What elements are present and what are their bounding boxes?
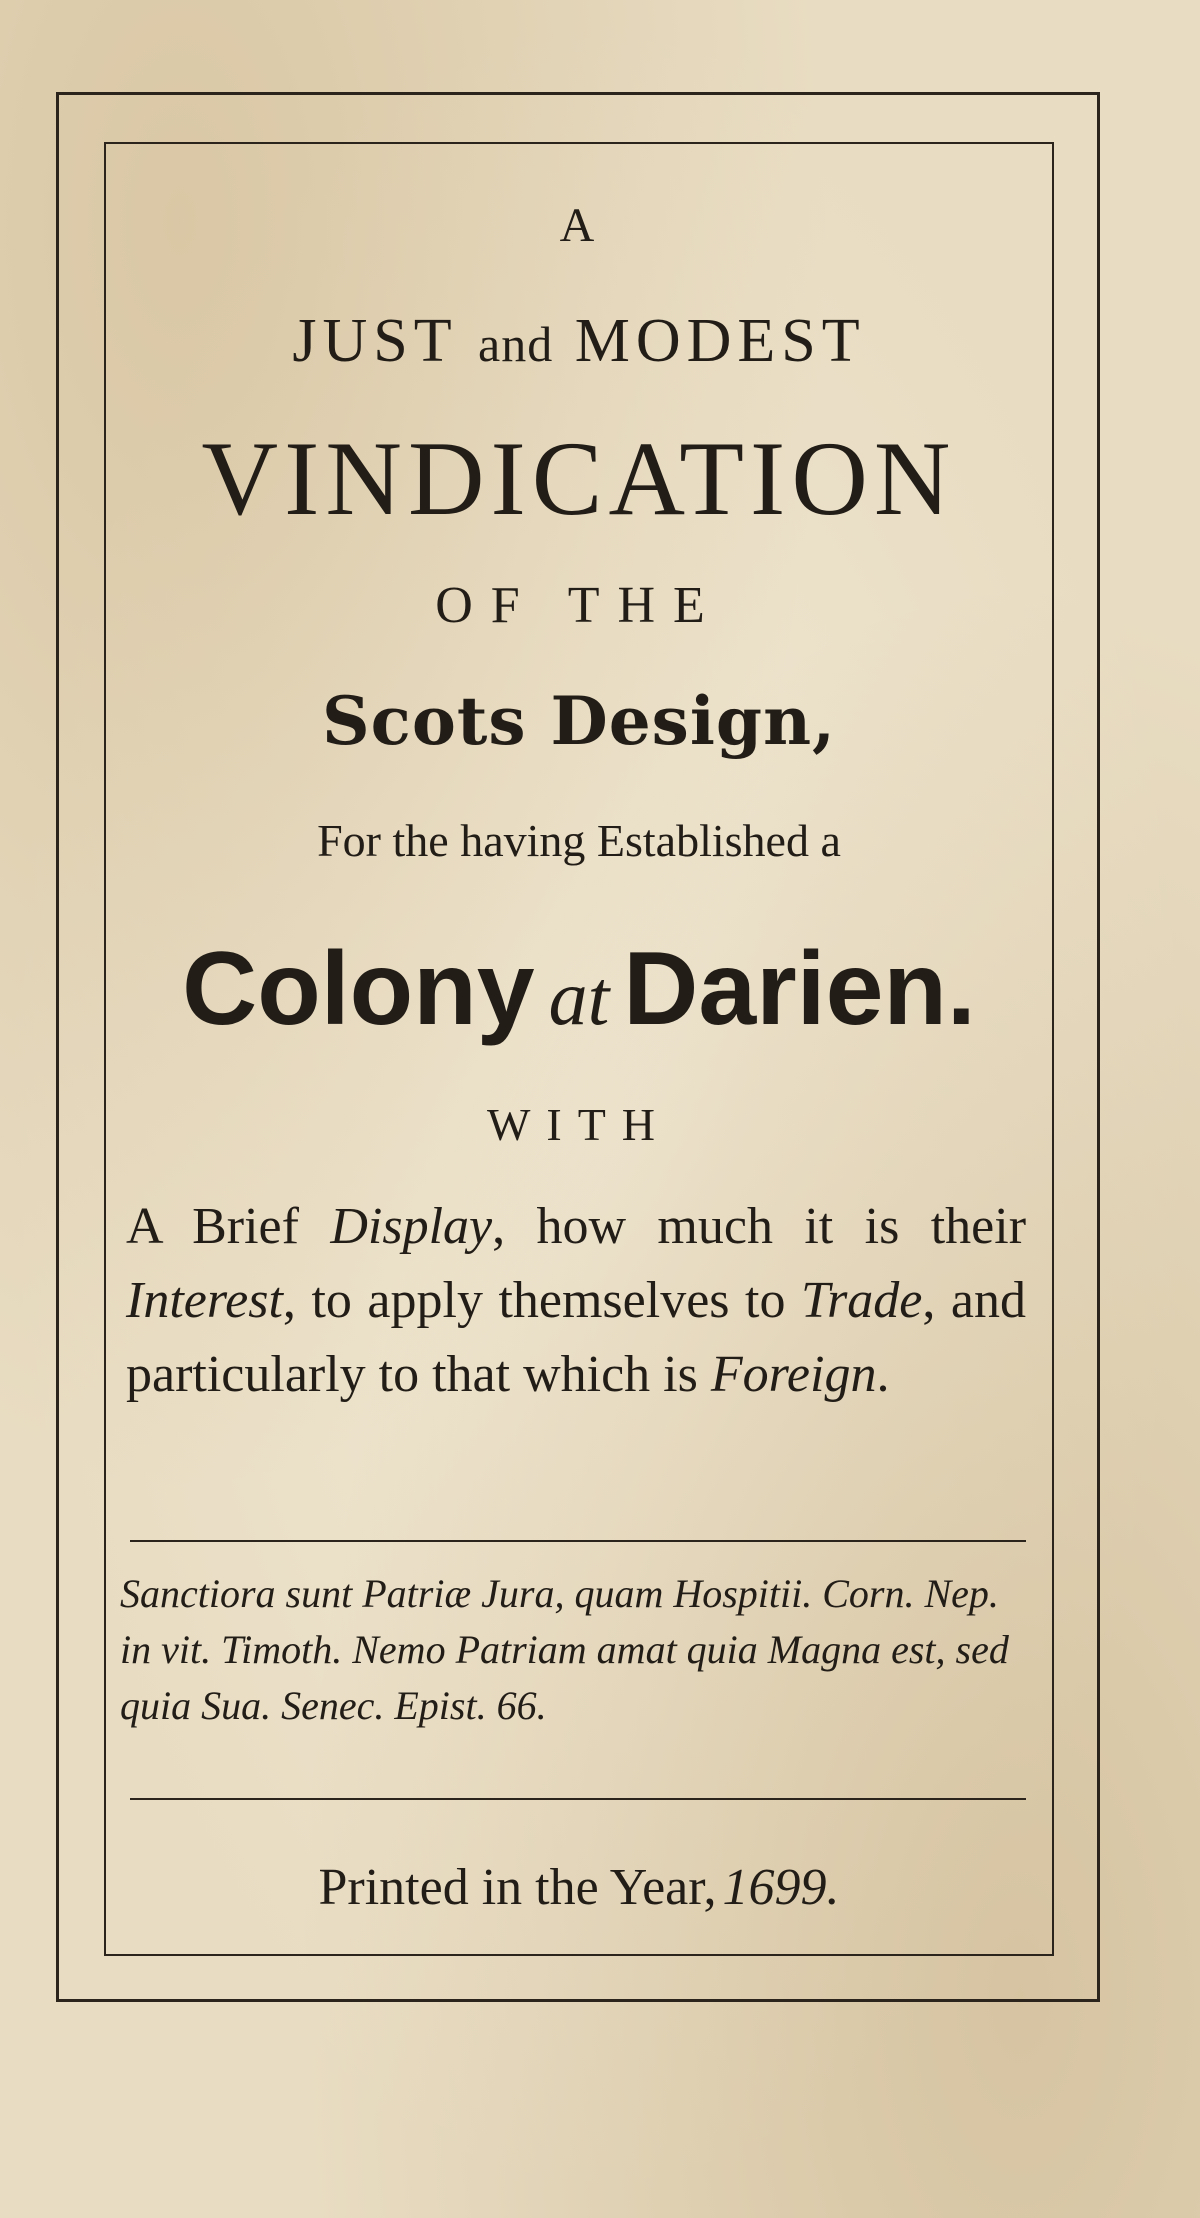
imprint-year: 1699. bbox=[722, 1859, 840, 1916]
divider-rule-bottom bbox=[130, 1798, 1026, 1800]
title-colony-line bbox=[104, 930, 1054, 1049]
title-colony: Colony bbox=[182, 931, 535, 1047]
latin-epigraph: Sanctiora sunt Patriæ Jura, quam Hospitii. Corn. Nep. in vit. Timoth. Nemo Patriam amat quia Magna est, sed quia Sua. Senec. Epist. 66. bbox=[120, 1571, 1009, 1728]
subtitle-text: , to apply themselves to bbox=[282, 1272, 802, 1329]
subtitle-text: , and particularly to that which is bbox=[126, 1272, 1026, 1403]
title-scots-design: Scots Design, bbox=[321, 682, 837, 760]
title-article: A bbox=[559, 199, 599, 252]
title-of-the: OF THE bbox=[435, 577, 723, 634]
title-vindication: VINDICATION bbox=[201, 420, 957, 537]
title-darien: Darien. bbox=[623, 931, 976, 1047]
imprint-text: Printed in the Year, bbox=[318, 1859, 717, 1916]
subtitle-interest: Interest bbox=[126, 1272, 283, 1329]
subtitle-text: A Brief bbox=[126, 1198, 331, 1255]
title-for-having: For the having Established a bbox=[317, 815, 841, 866]
title-modest: MODEST bbox=[574, 307, 866, 375]
subtitle-trade: Trade bbox=[801, 1272, 923, 1329]
subtitle-text: . bbox=[876, 1346, 890, 1403]
title-just: JUST bbox=[292, 307, 457, 375]
subtitle-foreign: Foreign bbox=[710, 1346, 877, 1403]
title-line-just-and-modest bbox=[104, 306, 1054, 377]
with-heading: WITH bbox=[486, 1099, 672, 1150]
divider-rule-top bbox=[130, 1540, 1026, 1542]
title-and: and bbox=[478, 316, 554, 372]
subtitle-display: Display bbox=[330, 1198, 493, 1255]
title-at: at bbox=[548, 954, 610, 1041]
subtitle-paragraph bbox=[126, 1190, 1026, 1412]
subtitle-text: , how much it is their bbox=[492, 1198, 1027, 1255]
imprint bbox=[104, 1858, 1054, 1917]
